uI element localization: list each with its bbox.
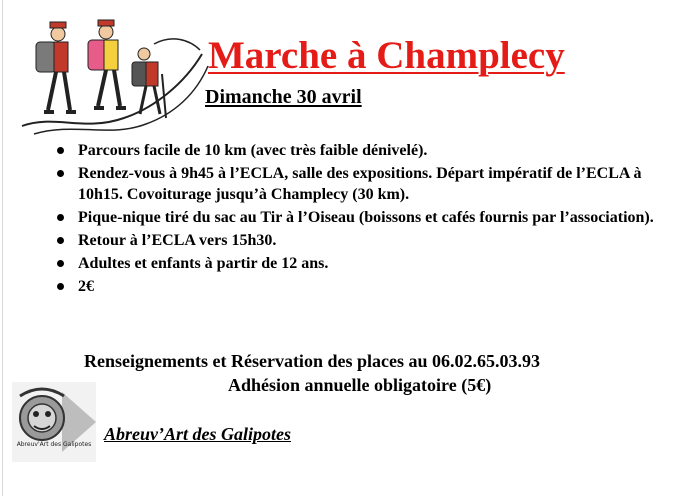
membership-info: Adhésion annuelle obligatoire (5€): [228, 375, 492, 395]
association-logo: [12, 382, 96, 462]
detail-item: Rendez-vous à 9h45 à l’ECLA, salle des expositions. Départ impératif de l’ECLA à 10h15. Covoiturage jusqu’à Champlecy (30 km).: [50, 163, 660, 205]
logo-text: Abreuv'Art des Galipotes: [16, 441, 92, 448]
page-edge: [2, 0, 3, 496]
detail-item: Retour à l’ECLA vers 15h30.: [50, 230, 660, 251]
reservation-info: Renseignements et Réservation des places au 06.02.65.03.93: [84, 351, 540, 371]
detail-item: 2€: [50, 276, 660, 297]
detail-item: Pique-nique tiré du sac au Tir à l’Oiseau (boissons et cafés fournis par l’association).: [50, 207, 660, 228]
detail-item: Parcours facile de 10 km (avec très faible dénivelé).: [50, 140, 660, 161]
event-date: Dimanche 30 avril: [205, 86, 362, 108]
page-title: Marche à Champlecy: [208, 34, 565, 77]
detail-item: Adultes et enfants à partir de 12 ans.: [50, 253, 660, 274]
hikers-illustration: [14, 14, 210, 138]
association-name: Abreuv’Art des Galipotes: [104, 424, 291, 444]
details-list: [50, 140, 660, 299]
